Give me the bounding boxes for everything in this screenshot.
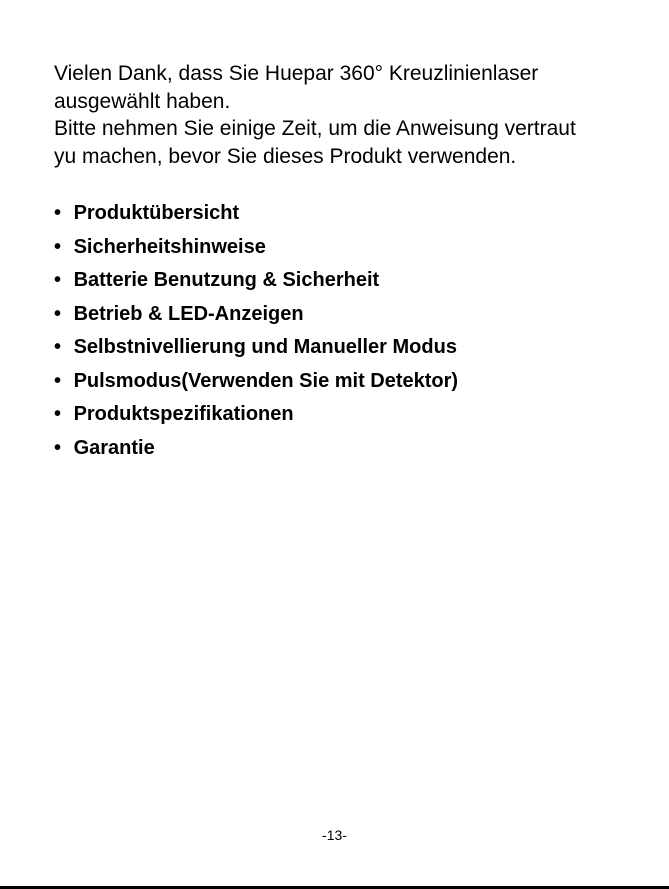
contents-item-label: Produktübersicht	[73, 202, 240, 224]
contents-item-label: Pulsmodus(Verwenden Sie mit Detektor)	[73, 369, 459, 392]
contents-list	[54, 197, 458, 465]
contents-item-selbstnivellierung	[54, 331, 458, 365]
bullet-icon: •	[54, 269, 62, 291]
bullet-icon: •	[54, 235, 62, 258]
page-number: -13-	[322, 827, 347, 843]
contents-item-label: Selbstnivellierung und Manueller Modus	[73, 336, 457, 358]
contents-item-batterie	[54, 264, 458, 298]
bullet-icon: •	[54, 436, 62, 459]
bullet-icon: •	[54, 336, 62, 358]
contents-item-betrieb	[54, 298, 458, 332]
contents-item-label: Sicherheitshinweise	[73, 235, 266, 258]
contents-item-sicherheitshinweise	[54, 231, 458, 265]
intro-line-3: Bitte nehmen Sie einige Zeit, um die Anweisung vertraut	[54, 117, 576, 140]
bullet-icon: •	[54, 369, 62, 392]
intro-line-4: yu machen, bevor Sie dieses Produkt verwenden.	[54, 144, 517, 168]
contents-item-label: Produktspezifikationen	[73, 403, 294, 425]
contents-item-label: Batterie Benutzung & Sicherheit	[73, 269, 380, 291]
contents-item-label: Garantie	[73, 436, 155, 459]
intro-text	[54, 60, 654, 170]
intro-line-1: Vielen Dank, dass Sie Huepar 360° Kreuzlinienlaser	[54, 62, 539, 85]
bullet-icon: •	[54, 202, 62, 224]
contents-item-pulsmodus	[54, 365, 458, 399]
contents-item-produktuebersicht	[54, 197, 458, 231]
contents-item-produktspezifikationen	[54, 398, 458, 432]
bullet-icon: •	[54, 403, 62, 425]
contents-item-garantie	[54, 432, 458, 466]
contents-item-label: Betrieb & LED-Anzeigen	[73, 302, 304, 325]
intro-line-2: ausgewählt haben.	[54, 89, 231, 113]
bullet-icon: •	[54, 302, 62, 325]
